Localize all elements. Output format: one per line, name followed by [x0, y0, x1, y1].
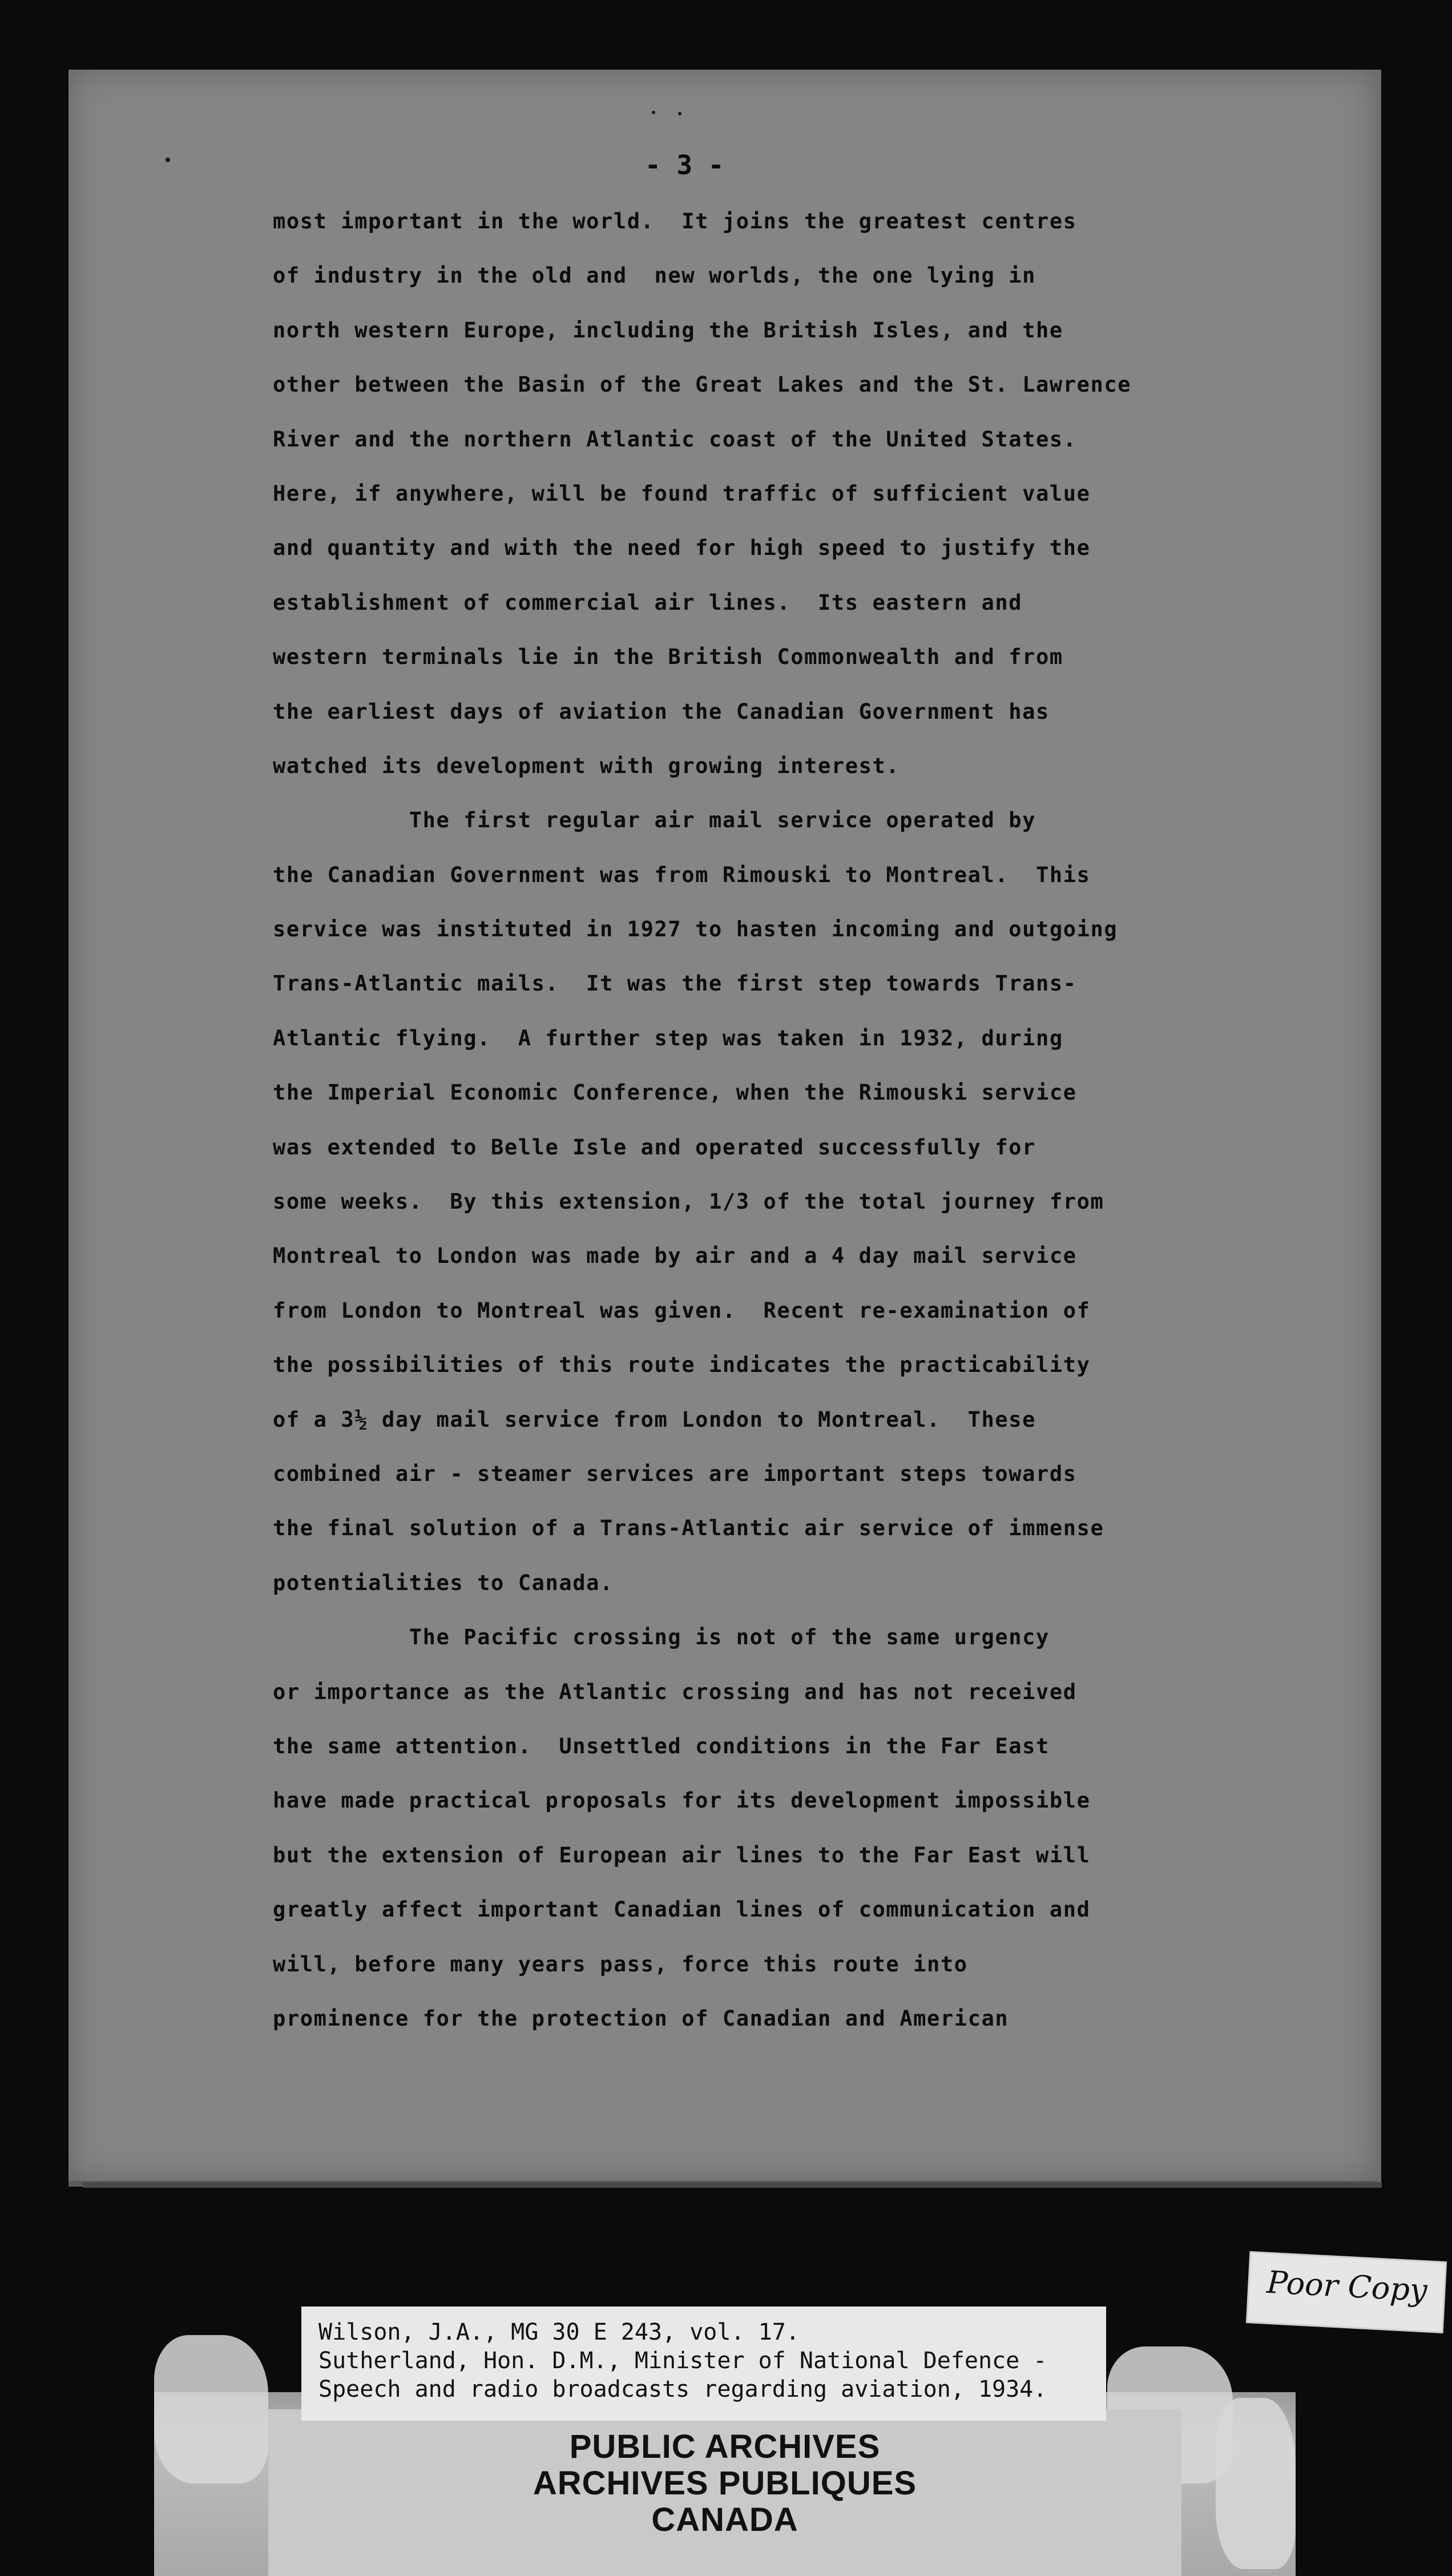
text-line: The Pacific crossing is not of the same urgency: [273, 1625, 1050, 1650]
text-line: and quantity and with the need for high speed to justify the: [273, 536, 1091, 561]
text-line: but the extension of European air lines to the Far East will: [273, 1842, 1091, 1867]
text-line: Trans-Atlantic mails. It was the first step towards Trans-: [273, 971, 1077, 996]
text-line: of a 3½ day mail service from London to Montreal. These: [273, 1407, 1036, 1432]
scan-speck: [166, 158, 170, 162]
page-edge-shadow: [83, 2182, 1382, 2188]
text-line: prominence for the protection of Canadian and American: [273, 2006, 1009, 2031]
text-line: the same attention. Unsettled conditions in the Far East: [273, 1733, 1050, 1758]
text-line: from London to Montreal was given. Recent re-examination of: [273, 1298, 1091, 1323]
label-subject-line: Sutherland, Hon. D.M., Minister of National Defence -: [318, 2348, 1047, 2374]
text-line: combined air - steamer services are important steps towards: [273, 1461, 1077, 1486]
text-line: the possibilities of this route indicates the practicability: [273, 1353, 1091, 1378]
text-line: the Imperial Economic Conference, when the Rimouski service: [273, 1080, 1077, 1105]
text-line: The first regular air mail service operated by: [273, 808, 1036, 833]
text-line: of industry in the old and new worlds, the one lying in: [273, 263, 1036, 288]
poor-copy-note: [1246, 2251, 1447, 2333]
label-reference-line: Wilson, J.A., MG 30 E 243, vol. 17.: [318, 2319, 800, 2345]
text-line: will, before many years pass, force this route into: [273, 1951, 968, 1977]
text-line: watched its development with growing interest.: [273, 753, 900, 778]
text-line: other between the Basin of the Great Lakes and the St. Lawrence: [273, 372, 1132, 397]
text-line: Atlantic flying. A further step was taken in 1932, during: [273, 1025, 1063, 1050]
text-line: River and the northern Atlantic coast of the United States.: [273, 426, 1077, 452]
text-line: potentialities to Canada.: [273, 1570, 614, 1595]
text-line: the earliest days of aviation the Canadian Government has: [273, 699, 1050, 724]
text-line: Here, if anywhere, will be found traffic of sufficient value: [273, 481, 1091, 506]
text-line: greatly affect important Canadian lines of communication and: [273, 1897, 1091, 1922]
archive-country: CANADA: [651, 2501, 798, 2538]
archive-name-french: ARCHIVES PUBLIQUES: [533, 2465, 917, 2502]
paper-crumple: [1216, 2398, 1296, 2569]
text-line: or importance as the Atlantic crossing and has not received: [273, 1679, 1077, 1704]
paper-crumple: [154, 2335, 268, 2484]
text-line: the final solution of a Trans-Atlantic air service of immense: [273, 1516, 1104, 1541]
text-line: some weeks. By this extension, 1/3 of the total journey from: [273, 1189, 1104, 1214]
label-description-line: Speech and radio broadcasts regarding aviation, 1934.: [318, 2376, 1047, 2402]
scan-speck: [652, 111, 655, 114]
text-line: the Canadian Government was from Rimouski to Montreal. This: [273, 862, 1091, 887]
text-line: service was instituted in 1927 to hasten incoming and outgoing: [273, 917, 1118, 942]
text-line: was extended to Belle Isle and operated successfully for: [273, 1134, 1036, 1160]
page-number: - 3 -: [645, 150, 724, 180]
text-line: have made practical proposals for its development impossible: [273, 1788, 1091, 1813]
scan-speck: [678, 112, 681, 115]
text-line: most important in the world. It joins the greatest centres: [273, 209, 1077, 234]
poor-copy-text: Poor Copy: [1266, 2264, 1429, 2309]
archive-name-english: PUBLIC ARCHIVES: [569, 2428, 881, 2465]
text-line: Montreal to London was made by air and a 4 day mail service: [273, 1243, 1077, 1269]
text-line: north western Europe, including the British Isles, and the: [273, 317, 1063, 343]
text-line: western terminals lie in the British Commonwealth and from: [273, 645, 1063, 670]
reference-label: [301, 2307, 1106, 2421]
typed-body-text: [273, 194, 1346, 2046]
text-line: establishment of commercial air lines. Its eastern and: [273, 590, 1023, 615]
